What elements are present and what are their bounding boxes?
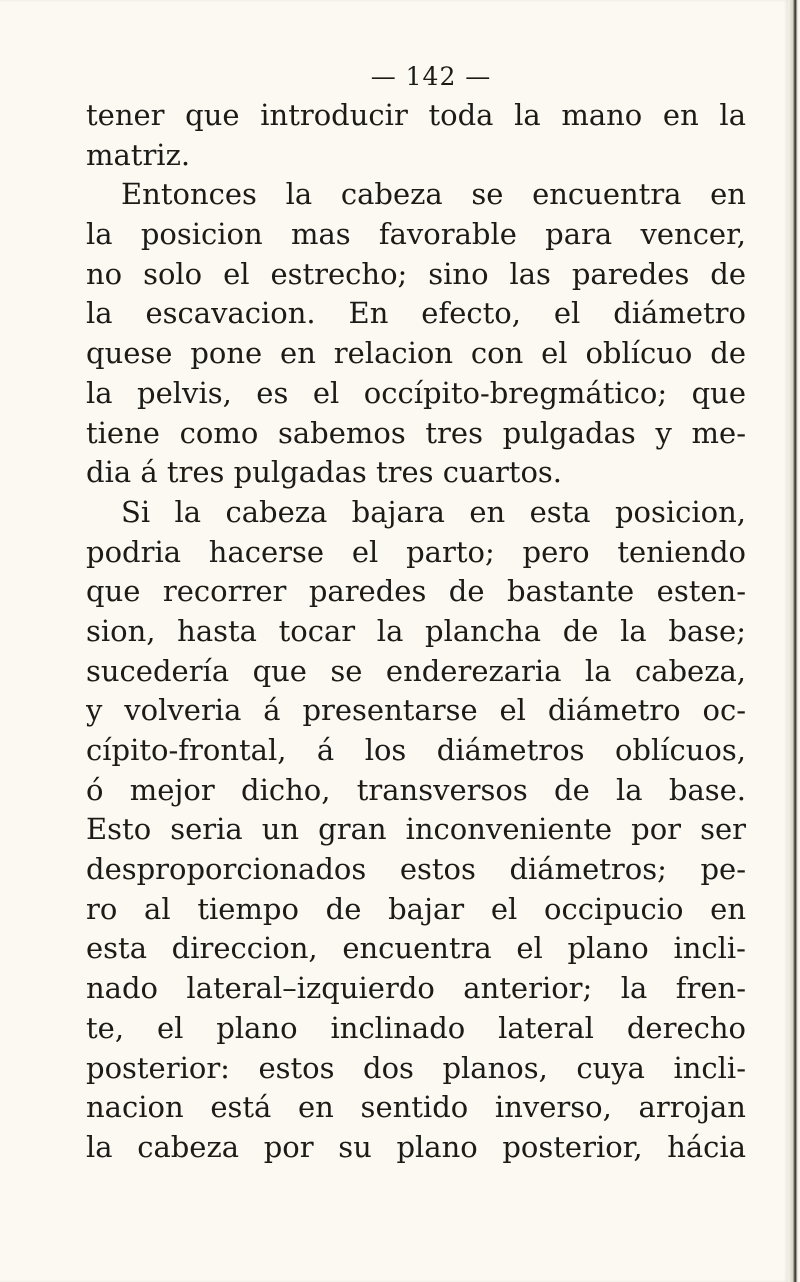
page-number: — 142 —: [370, 62, 492, 91]
text-line: sion, hasta tocar la plancha de la base;: [86, 613, 746, 648]
text-line: Entonces la cabeza se encuentra en: [121, 177, 746, 212]
text-line: cípito-frontal, á los diámetros oblícuos,: [86, 733, 746, 767]
text-line: posterior: estos dos planos, cuya incli-: [86, 1050, 746, 1085]
text-line: dia á tres pulgadas tres cuartos.: [86, 455, 563, 490]
text-line: sucedería que se enderezaria la cabeza,: [86, 653, 746, 688]
text-line: que recorrer paredes de bastante esten-: [86, 574, 746, 609]
text-line: matriz.: [86, 137, 191, 172]
text-line: la escavacion. En efecto, el diámetro: [86, 296, 746, 331]
page-text: [86, 58, 746, 1168]
text-line: y volveria á presentarse el diámetro oc-: [86, 693, 746, 728]
text-line: la cabeza por su plano posterior, hácia: [86, 1129, 746, 1164]
text-line: Esto seria un gran inconveniente por ser: [86, 812, 746, 847]
text-line: quese pone en relacion con el oblícuo de: [86, 336, 746, 371]
text-line: te, el plano inclinado lateral derecho: [86, 1010, 746, 1045]
text-line: ó mejor dicho, transversos de la base.: [86, 772, 746, 807]
text-line: Si la cabeza bajara en esta posicion,: [121, 494, 746, 529]
text-line: esta direccion, encuentra el plano incli-: [86, 931, 746, 966]
text-line: tiene como sabemos tres pulgadas y me-: [86, 415, 746, 450]
text-line: tener que introducir toda la mano en la: [86, 98, 746, 132]
text-line: desproporcionados estos diámetros; pe-: [86, 852, 746, 887]
text-line: nado lateral–izquierdo anterior; la fren-: [86, 971, 746, 1006]
text-line: la pelvis, es el occípito-bregmático; que: [86, 375, 746, 410]
page-edge-shadow: [788, 0, 800, 1282]
text-line: nacion está en sentido inverso, arrojan: [86, 1090, 746, 1125]
text-line: podria hacerse el parto; pero teniendo: [86, 534, 746, 569]
text-line: no solo el estrecho; sino las paredes de: [86, 256, 746, 291]
text-line: la posicion mas favorable para vencer,: [86, 217, 746, 252]
text-line: ro al tiempo de bajar el occipucio en: [86, 891, 746, 926]
